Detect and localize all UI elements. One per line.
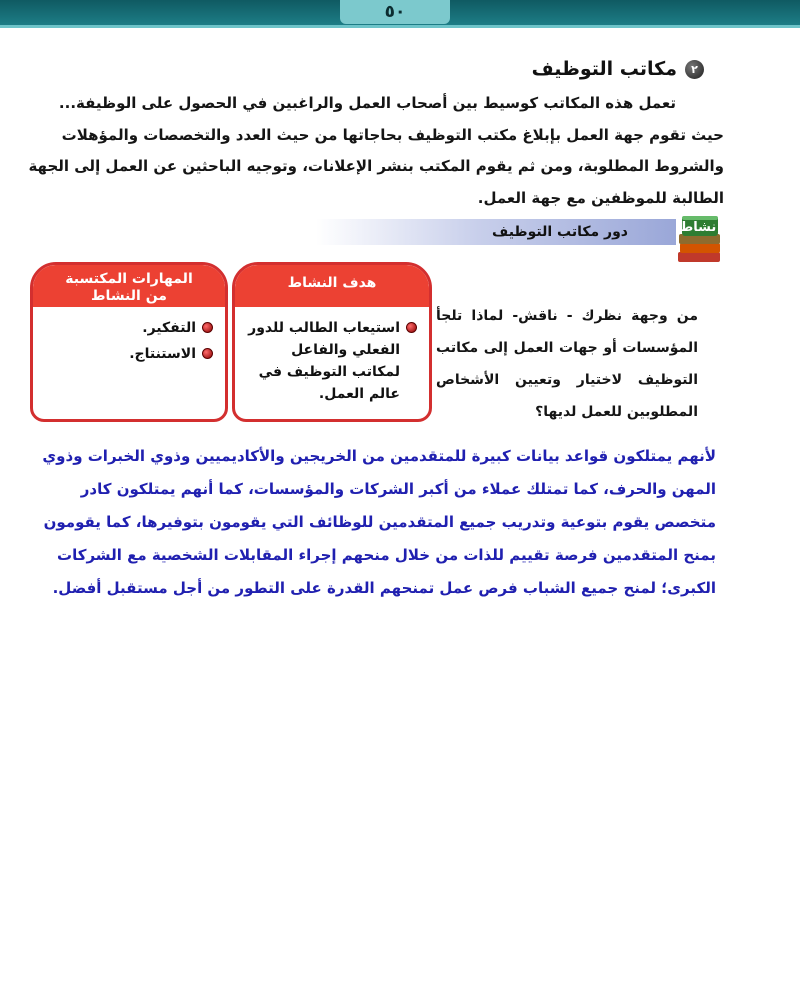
question-line: المطلوبين للعمل لديها؟ [535, 404, 698, 420]
skills-card [30, 262, 228, 422]
bullet-icon [202, 348, 213, 359]
intro-line: الطالبة للموظفين مع جهة العمل. [477, 188, 724, 207]
skills-header-line: المهارات المكتسبة [65, 271, 193, 287]
intro-paragraph [28, 88, 724, 214]
answer-line: لأنهم يمتلكون قواعد بيانات كبيرة للمتقدمين من الخريجين والأكاديميين وذوي الخبرات وذوي [42, 447, 716, 465]
list-item [43, 343, 213, 365]
question-line: المؤسسات أو جهات العمل إلى مكاتب [436, 340, 698, 356]
activity-badge-text: نشاط [679, 220, 717, 235]
list-item [245, 317, 417, 405]
bullet-icon [406, 322, 417, 333]
activity-question [436, 300, 698, 428]
answer-line: المهن والحرف، كما تمتلك عملاء من أكبر الشركات والمؤسسات، كما أنهم يمتلكون كادر [80, 480, 716, 498]
intro-line: والشروط المطلوبة، ومن ثم يقوم المكتب بنشر الإعلانات، وتوجيه الباحثين عن العمل إلى الجهة [28, 157, 724, 175]
activity-banner [316, 219, 676, 245]
question-line: من وجهة نظرك - ناقش- لماذا تلجأ [436, 308, 698, 324]
skills-header-line: من النشاط [91, 288, 167, 304]
list-item [43, 317, 213, 339]
answer-line: الكبرى؛ لمنح جميع الشباب فرص عمل تمنحهم القدرة على التطور من أجل مستقبل أفضل. [52, 579, 716, 597]
bullet-icon [202, 322, 213, 333]
activity-goal-body [235, 307, 429, 405]
skill-text: الاستنتاج. [129, 346, 196, 362]
section-title: مكاتب التوظيف [531, 58, 677, 80]
answer-paragraph [42, 440, 716, 605]
skills-body [33, 307, 225, 365]
section-heading [532, 58, 704, 80]
section-number-bullet: ٢ [685, 60, 704, 79]
activity-goal-header: هدف النشاط [235, 265, 429, 307]
activity-goal-card [232, 262, 432, 422]
intro-line: تعمل هذه المكاتب كوسيط بين أصحاب العمل والراغبين في الحصول على الوظيفة... [58, 94, 676, 112]
intro-line: حيث تقوم جهة العمل بإبلاغ مكتب التوظيف بحاجاتها من حيث العدد والتخصصات والمؤهلات [61, 125, 724, 144]
skills-header [33, 265, 225, 307]
answer-line: بمنح المتقدمين فرصة تقييم للذات من خلال منحهم إجراء المقابلات الشخصية مع الشركات [57, 546, 716, 564]
page-number: ٥٠ [340, 0, 450, 24]
skill-text: التفكير. [142, 320, 196, 336]
question-line: التوظيف لاختيار وتعيين الأشخاص [436, 372, 698, 388]
activity-banner-label: دور مكاتب التوظيف [492, 224, 628, 240]
answer-line: متخصص يقوم بتوعية وتدريب جميع المتقدمين للوظائف التي يقومون بتوفيرها، كما يقومون [43, 513, 716, 531]
goal-text: استيعاب الطالب للدور الفعلي والفاعل لمكاتب التوظيف في عالم العمل. [248, 320, 400, 402]
